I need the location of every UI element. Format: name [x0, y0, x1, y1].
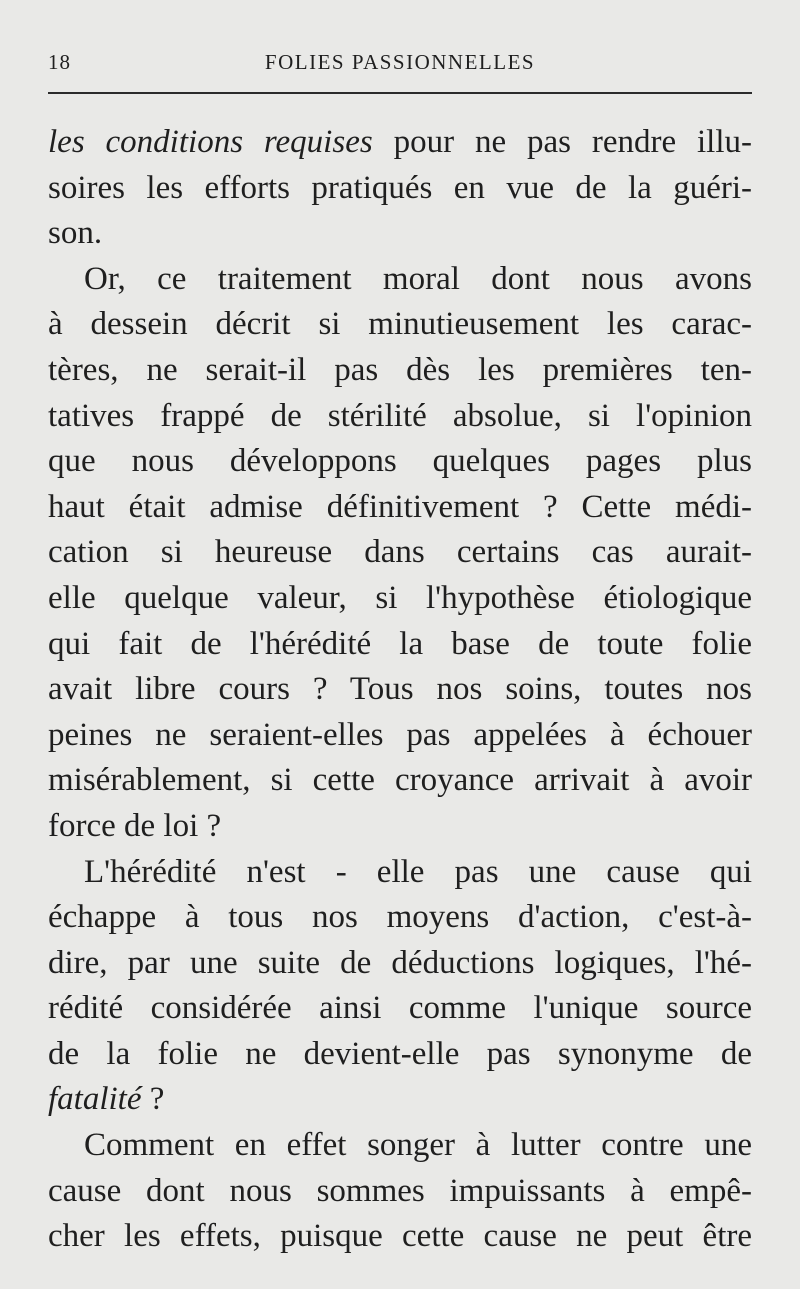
- header-rule: [48, 92, 752, 94]
- text-line: échappe à tous nos moyens d'action, c'est-à-: [48, 899, 752, 936]
- running-title: FOLIES PASSIONNELLES: [264, 50, 536, 74]
- text-line: tères, ne serait-il pas dès les premières ten-: [48, 351, 752, 388]
- text-line: les conditions requises pour ne pas rendre illu-: [48, 124, 752, 160]
- text-line: Comment en effet songer à lutter contre une: [84, 1127, 752, 1164]
- text-line: misérablement, si cette croyance arrivait à avoir: [48, 762, 752, 799]
- text-line: qui fait de l'hérédité la base de toute folie: [48, 625, 752, 662]
- text-line: elle quelque valeur, si l'hypothèse étiologique: [48, 579, 752, 616]
- text-line: haut était admise définitivement ? Cette médi-: [48, 488, 752, 525]
- text-line: peines ne seraient-elles pas appelées à échouer: [48, 716, 752, 753]
- text-line: soires les efforts pratiqués en vue de la guéri-: [48, 169, 752, 206]
- text-line: de la folie ne devient-elle pas synonyme de: [48, 1035, 752, 1072]
- text-line: avait libre cours ? Tous nos soins, toutes nos: [48, 671, 752, 708]
- text-line: cause dont nous sommes impuissants à empê-: [48, 1172, 752, 1209]
- text-line: cher les effets, puisque cette cause ne peut être: [48, 1218, 752, 1255]
- running-head: [48, 44, 752, 84]
- text-line: son.: [48, 215, 103, 252]
- body-text: [48, 120, 752, 1260]
- text-line: Or, ce traitement moral dont nous avons: [84, 260, 752, 297]
- text-line: cation si heureuse dans certains cas aurait-: [48, 534, 752, 571]
- text-line: L'hérédité n'est - elle pas une cause qui: [84, 853, 752, 890]
- text-line: force de loi ?: [48, 807, 222, 844]
- text-line: à dessein décrit si minutieusement les carac-: [48, 306, 752, 343]
- text-line: tatives frappé de stérilité absolue, si l'opinion: [48, 397, 752, 434]
- text-line: dire, par une suite de déductions logiques, l'hé-: [48, 944, 752, 981]
- italic-phrase: les conditions requises: [48, 124, 373, 160]
- page-number: 18: [48, 50, 71, 74]
- text-line: fatalité ?: [48, 1081, 165, 1118]
- text-line: que nous développons quelques pages plus: [48, 443, 752, 480]
- italic-word: fatalité: [48, 1081, 142, 1118]
- text-line: rédité considérée ainsi comme l'unique source: [48, 990, 752, 1027]
